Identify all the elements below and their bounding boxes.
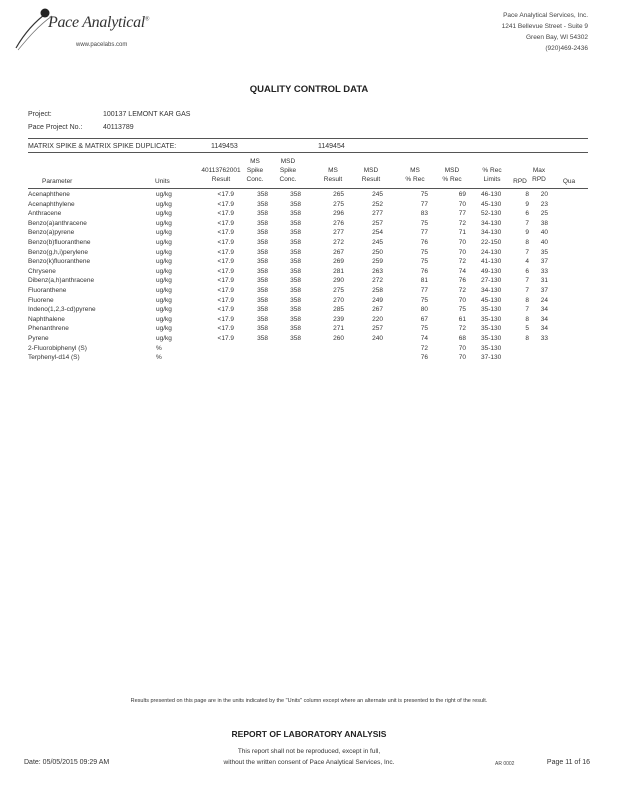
cell-limits: 24-130 (481, 248, 502, 256)
cell-ms-rec: 75 (420, 191, 428, 198)
col-ms-spike: MS Spike Conc. (246, 158, 264, 183)
ms-sample-id: 1149453 (211, 143, 238, 150)
page-title: QUALITY CONTROL DATA (249, 84, 369, 95)
cell-ms-result: 285 (333, 306, 344, 314)
cell-ms-spike: 358 (257, 238, 268, 246)
cell-msd-rec: 72 (458, 258, 466, 266)
cell-ms-result: 265 (333, 191, 344, 198)
cell-ms-rec: 75 (420, 325, 428, 333)
cell-units: % (156, 344, 162, 352)
cell-ms-rec: 75 (420, 296, 428, 304)
units-footnote: Results presented on this page are in the units indicated by the "Units" column except where an alternate unit is presented to the right of the result. (130, 698, 488, 704)
cell-parameter: Dibenz(a,h)anthracene (28, 277, 95, 285)
cell-ms-spike: 358 (257, 191, 268, 198)
ar-code: AR 0002 (495, 761, 515, 767)
cell-msd-rec: 70 (458, 248, 466, 256)
project-value: 100137 LEMONT KAR GAS (103, 111, 191, 118)
cell-msd-result: 254 (372, 229, 383, 237)
cell-units: ug/kg (156, 286, 172, 294)
cell-msd-rec: 70 (458, 354, 466, 362)
cell-msd-rec: 75 (458, 306, 466, 314)
cell-result: <17.9 (217, 210, 234, 218)
cell-msd-spike: 358 (290, 325, 301, 333)
cell-result: <17.9 (217, 248, 234, 256)
cell-msd-result: 267 (372, 306, 383, 314)
cell-units: ug/kg (156, 258, 172, 266)
pace-project-label: Pace Project No.: (28, 124, 83, 131)
reproduction-notice: This report shall not be reproduced, except in full, without the written consent of Pace Analytical Services, Inc. (223, 748, 395, 766)
cell-units: ug/kg (156, 296, 172, 304)
col-rpd: RPD (513, 178, 527, 185)
cell-rpd: 7 (525, 219, 529, 227)
cell-ms-spike: 358 (257, 258, 268, 266)
cell-units: ug/kg (156, 315, 172, 323)
cell-parameter: Chrysene (28, 267, 56, 275)
cell-msd-result: 249 (372, 296, 383, 304)
cell-units: ug/kg (156, 306, 172, 314)
cell-units: ug/kg (156, 229, 172, 237)
cell-ms-rec: 75 (420, 258, 428, 266)
cell-ms-spike: 358 (257, 277, 268, 285)
cell-msd-spike: 358 (290, 296, 301, 304)
cell-units: ug/kg (156, 210, 172, 218)
cell-ms-rec: 77 (420, 286, 428, 294)
col-qual: Qua (562, 178, 576, 185)
table-row (28, 210, 588, 220)
divider (28, 188, 588, 189)
cell-ms-result: 270 (333, 296, 344, 304)
col-result: 40113762001 Result (201, 167, 241, 183)
cell-msd-spike: 358 (290, 306, 301, 314)
cell-parameter: Naphthalene (28, 315, 65, 323)
cell-max-rpd: 31 (540, 277, 548, 285)
cell-ms-rec: 77 (420, 229, 428, 237)
cell-parameter: Acenaphthene (28, 191, 70, 198)
cell-msd-result: 245 (372, 191, 383, 198)
cell-ms-result: 271 (333, 325, 344, 333)
cell-limits: 35-130 (481, 325, 502, 333)
cell-msd-rec: 77 (458, 210, 466, 218)
cell-max-rpd: 37 (540, 286, 548, 294)
cell-ms-spike: 358 (257, 219, 268, 227)
cell-max-rpd: 35 (540, 248, 548, 256)
cell-parameter: Benzo(g,h,i)perylene (28, 248, 88, 256)
cell-ms-result: 275 (333, 200, 344, 208)
cell-msd-result: 258 (372, 286, 383, 294)
cell-limits: 41-130 (481, 258, 502, 266)
table-row (28, 354, 588, 364)
cell-rpd: 7 (525, 306, 529, 314)
table-row (28, 220, 588, 230)
project-label: Project: (28, 111, 52, 118)
cell-rpd: 5 (525, 325, 529, 333)
cell-msd-spike: 358 (290, 219, 301, 227)
cell-parameter: Terphenyl-d14 (S) (28, 354, 80, 362)
cell-max-rpd: 37 (540, 258, 548, 266)
lab-address (448, 10, 588, 54)
cell-limits: 45-130 (481, 296, 502, 304)
address-line: (920)469-2436 (545, 45, 588, 52)
cell-units: ug/kg (156, 267, 172, 275)
cell-msd-spike: 358 (290, 258, 301, 266)
cell-msd-rec: 70 (458, 296, 466, 304)
col-max-rpd: Max RPD (532, 167, 546, 183)
cell-max-rpd: 34 (540, 325, 548, 333)
logo-url: www.pacelabs.com (76, 42, 128, 48)
cell-result: <17.9 (217, 306, 234, 314)
cell-msd-rec: 71 (458, 229, 466, 237)
cell-ms-spike: 358 (257, 248, 268, 256)
cell-limits: 35-130 (481, 306, 502, 314)
cell-ms-spike: 358 (257, 296, 268, 304)
cell-msd-rec: 69 (458, 191, 466, 198)
col-limits: % Rec Limits (482, 167, 502, 183)
cell-msd-result: 250 (372, 248, 383, 256)
cell-result: <17.9 (217, 325, 234, 333)
cell-parameter: 2-Fluorobiphenyl (S) (28, 344, 87, 352)
cell-msd-rec: 72 (458, 325, 466, 333)
cell-ms-spike: 358 (257, 325, 268, 333)
cell-ms-result: 296 (333, 210, 344, 218)
cell-max-rpd: 20 (540, 191, 548, 198)
cell-parameter: Acenaphthylene (28, 200, 75, 208)
cell-result: <17.9 (217, 229, 234, 237)
col-ms-result: MS Result (323, 167, 343, 183)
cell-ms-rec: 76 (420, 354, 428, 362)
cell-parameter: Anthracene (28, 210, 62, 218)
cell-msd-spike: 358 (290, 286, 301, 294)
cell-parameter: Benzo(a)anthracene (28, 219, 87, 227)
cell-msd-rec: 76 (458, 277, 466, 285)
cell-msd-spike: 358 (290, 200, 301, 208)
table-row (28, 277, 588, 287)
cell-msd-result: 259 (372, 258, 383, 266)
cell-rpd: 8 (525, 315, 529, 323)
col-units: Units (155, 178, 170, 185)
cell-msd-spike: 358 (290, 238, 301, 246)
col-msd-spike: MSD Spike Conc. (279, 158, 297, 183)
table-row (28, 316, 588, 326)
cell-ms-result: 239 (333, 315, 344, 323)
col-ms-rec: MS % Rec (405, 167, 425, 183)
cell-parameter: Pyrene (28, 334, 49, 342)
cell-ms-rec: 80 (420, 306, 428, 314)
cell-ms-spike: 358 (257, 200, 268, 208)
table-row (28, 201, 588, 211)
cell-units: ug/kg (156, 200, 172, 208)
cell-parameter: Benzo(k)fluoranthene (28, 258, 91, 266)
report-date: Date: 05/05/2015 09:29 AM (24, 759, 110, 766)
cell-rpd: 9 (525, 229, 529, 237)
cell-rpd: 7 (525, 286, 529, 294)
cell-ms-spike: 358 (257, 267, 268, 275)
cell-result: <17.9 (217, 191, 234, 198)
table-row (28, 325, 588, 335)
cell-msd-spike: 358 (290, 267, 301, 275)
table-row (28, 229, 588, 239)
cell-max-rpd: 23 (540, 200, 548, 208)
cell-ms-spike: 358 (257, 286, 268, 294)
msd-sample-id: 1149454 (318, 143, 345, 150)
cell-parameter: Indeno(1,2,3-cd)pyrene (28, 306, 96, 314)
cell-ms-rec: 77 (420, 200, 428, 208)
cell-result: <17.9 (217, 200, 234, 208)
cell-msd-rec: 74 (458, 267, 466, 275)
table-row (28, 287, 588, 297)
address-line: Green Bay, WI 54302 (525, 34, 588, 41)
cell-parameter: Benzo(b)fluoranthene (28, 238, 91, 246)
cell-ms-rec: 75 (420, 219, 428, 227)
cell-msd-result: 245 (372, 238, 383, 246)
divider (28, 152, 588, 153)
cell-units: ug/kg (156, 325, 172, 333)
cell-msd-rec: 70 (458, 238, 466, 246)
table-row (28, 239, 588, 249)
cell-limits: 34-130 (481, 219, 502, 227)
pace-project-value: 40113789 (103, 124, 134, 131)
cell-units: ug/kg (156, 191, 172, 198)
cell-ms-result: 269 (333, 258, 344, 266)
cell-units: ug/kg (156, 277, 172, 285)
cell-units: ug/kg (156, 248, 172, 256)
cell-msd-result: 252 (372, 200, 383, 208)
cell-msd-result: 257 (372, 325, 383, 333)
table-row (28, 268, 588, 278)
cell-max-rpd: 38 (540, 219, 548, 227)
cell-max-rpd: 33 (540, 267, 548, 275)
cell-limits: 35-130 (481, 315, 502, 323)
cell-max-rpd: 34 (540, 306, 548, 314)
cell-ms-result: 260 (333, 334, 344, 342)
page-number: Page 11 of 16 (546, 759, 590, 766)
cell-ms-rec: 75 (420, 248, 428, 256)
cell-ms-spike: 358 (257, 315, 268, 323)
cell-max-rpd: 40 (540, 229, 548, 237)
cell-msd-rec: 70 (458, 344, 466, 352)
cell-ms-result: 275 (333, 286, 344, 294)
cell-msd-result: 263 (372, 267, 383, 275)
address-line: Pace Analytical Services, Inc. (503, 12, 588, 19)
cell-limits: 46-130 (481, 191, 502, 198)
cell-max-rpd: 33 (540, 334, 548, 342)
cell-parameter: Benzo(a)pyrene (28, 229, 75, 237)
cell-result: <17.9 (217, 258, 234, 266)
cell-ms-rec: 74 (420, 334, 428, 342)
cell-rpd: 6 (525, 210, 529, 218)
col-parameter: Parameter (42, 178, 73, 185)
cell-msd-spike: 358 (290, 191, 301, 198)
cell-units: ug/kg (156, 238, 172, 246)
cell-ms-rec: 72 (420, 344, 428, 352)
cell-msd-spike: 358 (290, 210, 301, 218)
cell-ms-result: 272 (333, 238, 344, 246)
qc-table (28, 191, 588, 364)
address-line: 1241 Bellevue Street - Suite 9 (501, 23, 588, 30)
cell-msd-result: 240 (372, 334, 383, 342)
cell-msd-spike: 358 (290, 229, 301, 237)
cell-limits: 34-130 (481, 286, 502, 294)
logo-brand: Pace Analytical® (48, 14, 150, 31)
cell-msd-spike: 358 (290, 334, 301, 342)
cell-msd-result: 257 (372, 219, 383, 227)
col-msd-rec: MSD % Rec (442, 167, 462, 183)
cell-units: ug/kg (156, 334, 172, 342)
cell-parameter: Phenanthrene (28, 325, 69, 333)
cell-ms-spike: 358 (257, 306, 268, 314)
cell-rpd: 7 (525, 277, 529, 285)
cell-msd-result: 277 (372, 210, 383, 218)
cell-rpd: 4 (525, 258, 529, 266)
cell-ms-spike: 358 (257, 334, 268, 342)
col-msd-result: MSD Result (361, 167, 381, 183)
cell-units: % (156, 354, 162, 362)
cell-msd-rec: 68 (458, 334, 466, 342)
cell-limits: 37-130 (481, 354, 502, 362)
cell-limits: 45-130 (481, 200, 502, 208)
cell-limits: 35-130 (481, 344, 502, 352)
cell-ms-result: 267 (333, 248, 344, 256)
cell-ms-rec: 83 (420, 210, 428, 218)
cell-ms-spike: 358 (257, 210, 268, 218)
table-row (28, 258, 588, 268)
cell-result: <17.9 (217, 286, 234, 294)
ms-msd-label: MATRIX SPIKE & MATRIX SPIKE DUPLICATE: (28, 143, 177, 150)
cell-rpd: 8 (525, 334, 529, 342)
cell-msd-result: 220 (372, 315, 383, 323)
cell-result: <17.9 (217, 334, 234, 342)
cell-msd-rec: 72 (458, 286, 466, 294)
cell-limits: 52-130 (481, 210, 502, 218)
report-title: REPORT OF LABORATORY ANALYSIS (231, 729, 387, 739)
cell-ms-result: 277 (333, 229, 344, 237)
cell-limits: 35-130 (481, 334, 502, 342)
table-row (28, 345, 588, 355)
cell-msd-spike: 358 (290, 277, 301, 285)
cell-ms-spike: 358 (257, 229, 268, 237)
table-row (28, 297, 588, 307)
cell-parameter: Fluoranthene (28, 286, 67, 294)
cell-units: ug/kg (156, 219, 172, 227)
cell-ms-result: 281 (333, 267, 344, 275)
cell-result: <17.9 (217, 267, 234, 275)
cell-ms-rec: 67 (420, 315, 428, 323)
cell-rpd: 6 (525, 267, 529, 275)
cell-result: <17.9 (217, 315, 234, 323)
cell-msd-rec: 72 (458, 219, 466, 227)
cell-max-rpd: 25 (540, 210, 548, 218)
table-row (28, 191, 588, 201)
cell-rpd: 9 (525, 200, 529, 208)
cell-max-rpd: 40 (540, 238, 548, 246)
cell-limits: 49-130 (481, 267, 502, 275)
cell-max-rpd: 34 (540, 315, 548, 323)
cell-ms-rec: 81 (420, 277, 428, 285)
cell-msd-rec: 61 (458, 315, 466, 323)
cell-ms-rec: 76 (420, 267, 428, 275)
cell-msd-rec: 70 (458, 200, 466, 208)
cell-result: <17.9 (217, 219, 234, 227)
table-row (28, 249, 588, 259)
cell-msd-spike: 358 (290, 248, 301, 256)
cell-result: <17.9 (217, 238, 234, 246)
table-row (28, 335, 588, 345)
cell-result: <17.9 (217, 296, 234, 304)
cell-max-rpd: 24 (540, 296, 548, 304)
cell-limits: 34-130 (481, 229, 502, 237)
cell-ms-result: 276 (333, 219, 344, 227)
cell-ms-rec: 76 (420, 238, 428, 246)
cell-limits: 27-130 (481, 277, 502, 285)
cell-rpd: 8 (525, 191, 529, 198)
cell-ms-result: 290 (333, 277, 344, 285)
cell-rpd: 8 (525, 296, 529, 304)
cell-rpd: 7 (525, 248, 529, 256)
cell-result: <17.9 (217, 277, 234, 285)
cell-limits: 22-150 (481, 238, 502, 246)
cell-parameter: Fluorene (28, 296, 54, 304)
table-row (28, 306, 588, 316)
cell-rpd: 8 (525, 238, 529, 246)
cell-msd-result: 272 (372, 277, 383, 285)
cell-msd-spike: 358 (290, 315, 301, 323)
divider (28, 138, 588, 139)
